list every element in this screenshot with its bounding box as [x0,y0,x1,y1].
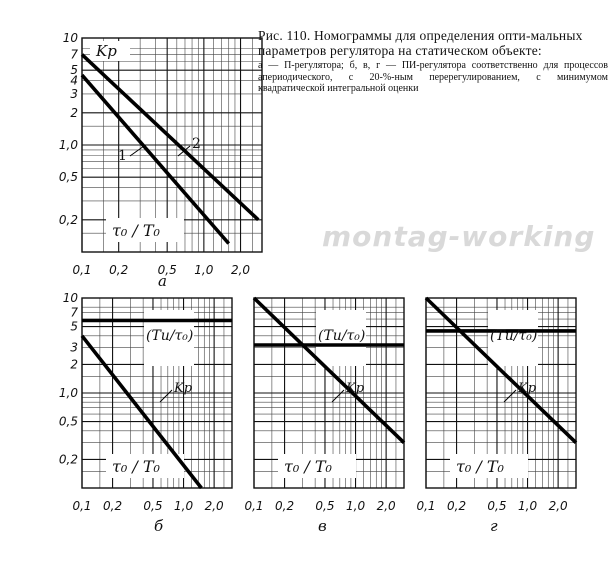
x-tick-label: 2,0 [204,499,224,513]
x-tick-label: 1,0 [194,263,214,277]
x-tick-label: 0,1 [72,499,92,513]
x-tick-label: 0,2 [275,499,295,513]
y-tick-label: 3 [70,86,78,101]
leader-kp [332,390,344,402]
panel-letter: а [158,272,167,290]
y-tick-label: 10 [62,291,78,305]
panel-1 [82,38,262,252]
ti-label: (Tи/τ₀) [146,328,194,344]
leader-1 [130,146,144,156]
kp-label: Kp [518,381,537,396]
y-tick-label: 0,2 [58,452,78,467]
y-tick-label: 0,2 [58,212,78,227]
y-tick-label: 5 [70,319,78,334]
x-tick-label: 1,0 [518,499,538,513]
x-tick-label: 1,0 [346,499,366,513]
x-tick-label: 0,1 [416,499,436,513]
x-tick-label: 0,2 [447,499,467,513]
panel-letter: б [154,517,164,535]
curve-label-2: 2 [192,136,201,152]
figure-caption [258,28,608,95]
watermark-text: montag-working [322,220,596,253]
series-line-2 [82,55,258,220]
x-axis-label: τ₀ / T₀ [112,221,160,240]
kp-label: Kp [346,381,365,396]
y-tick-label: 10 [62,31,78,45]
y-tick-label: 1,0 [58,138,78,152]
leader-kp [160,390,172,402]
x-tick-label: 0,1 [244,499,264,513]
x-tick-label: 0,5 [315,499,335,513]
ti-label: (Tи/τ₀) [490,328,538,344]
x-tick-label: 0,1 [72,263,92,277]
y-tick-label: 0,5 [58,170,78,185]
y-tick-label: 7 [70,47,78,62]
caption-title: Рис. 110. Номограммы для определения опти-мальных параметров регулятора на статическом объекте: [258,28,583,58]
kp-label: Kp [96,42,117,60]
y-tick-label: 1,0 [58,386,78,400]
x-tick-label: 2,0 [548,499,568,513]
x-tick-label: 1,0 [174,499,194,513]
x-axis-label: τ₀ / T₀ [112,457,160,476]
x-tick-label: 2,0 [230,263,251,277]
x-tick-label: 0,2 [109,263,129,277]
x-tick-label: 0,5 [143,499,163,513]
x-tick-label: 0,2 [103,499,123,513]
curve-label-1: 1 [118,148,127,164]
x-tick-label: 0,5 [487,499,507,513]
x-tick-label: 0,5 [157,263,177,277]
y-tick-label: 7 [70,305,78,320]
panel-letter: в [318,517,327,535]
y-tick-label: 5 [70,63,78,78]
y-tick-label: 4 [70,73,78,88]
x-tick-label: 2,0 [376,499,396,513]
y-tick-label: 2 [70,357,78,372]
leader-kp [504,390,516,402]
panel-letter: г [490,517,498,535]
x-axis-label: τ₀ / T₀ [456,457,504,476]
y-tick-label: 2 [70,105,78,120]
kp-label: Kp [174,381,193,396]
y-tick-label: 0,5 [58,414,78,429]
x-axis-label: τ₀ / T₀ [284,457,332,476]
caption-text: а — П-регулятора; б, в, г — ПИ-регулятора соответственно для процессов апериодического, с 20-%-ным перерегулированием, с минимумом квадратической интегральной оценки [258,60,608,94]
y-tick-label: 3 [70,340,78,355]
ti-label: (Tи/τ₀) [318,328,366,344]
